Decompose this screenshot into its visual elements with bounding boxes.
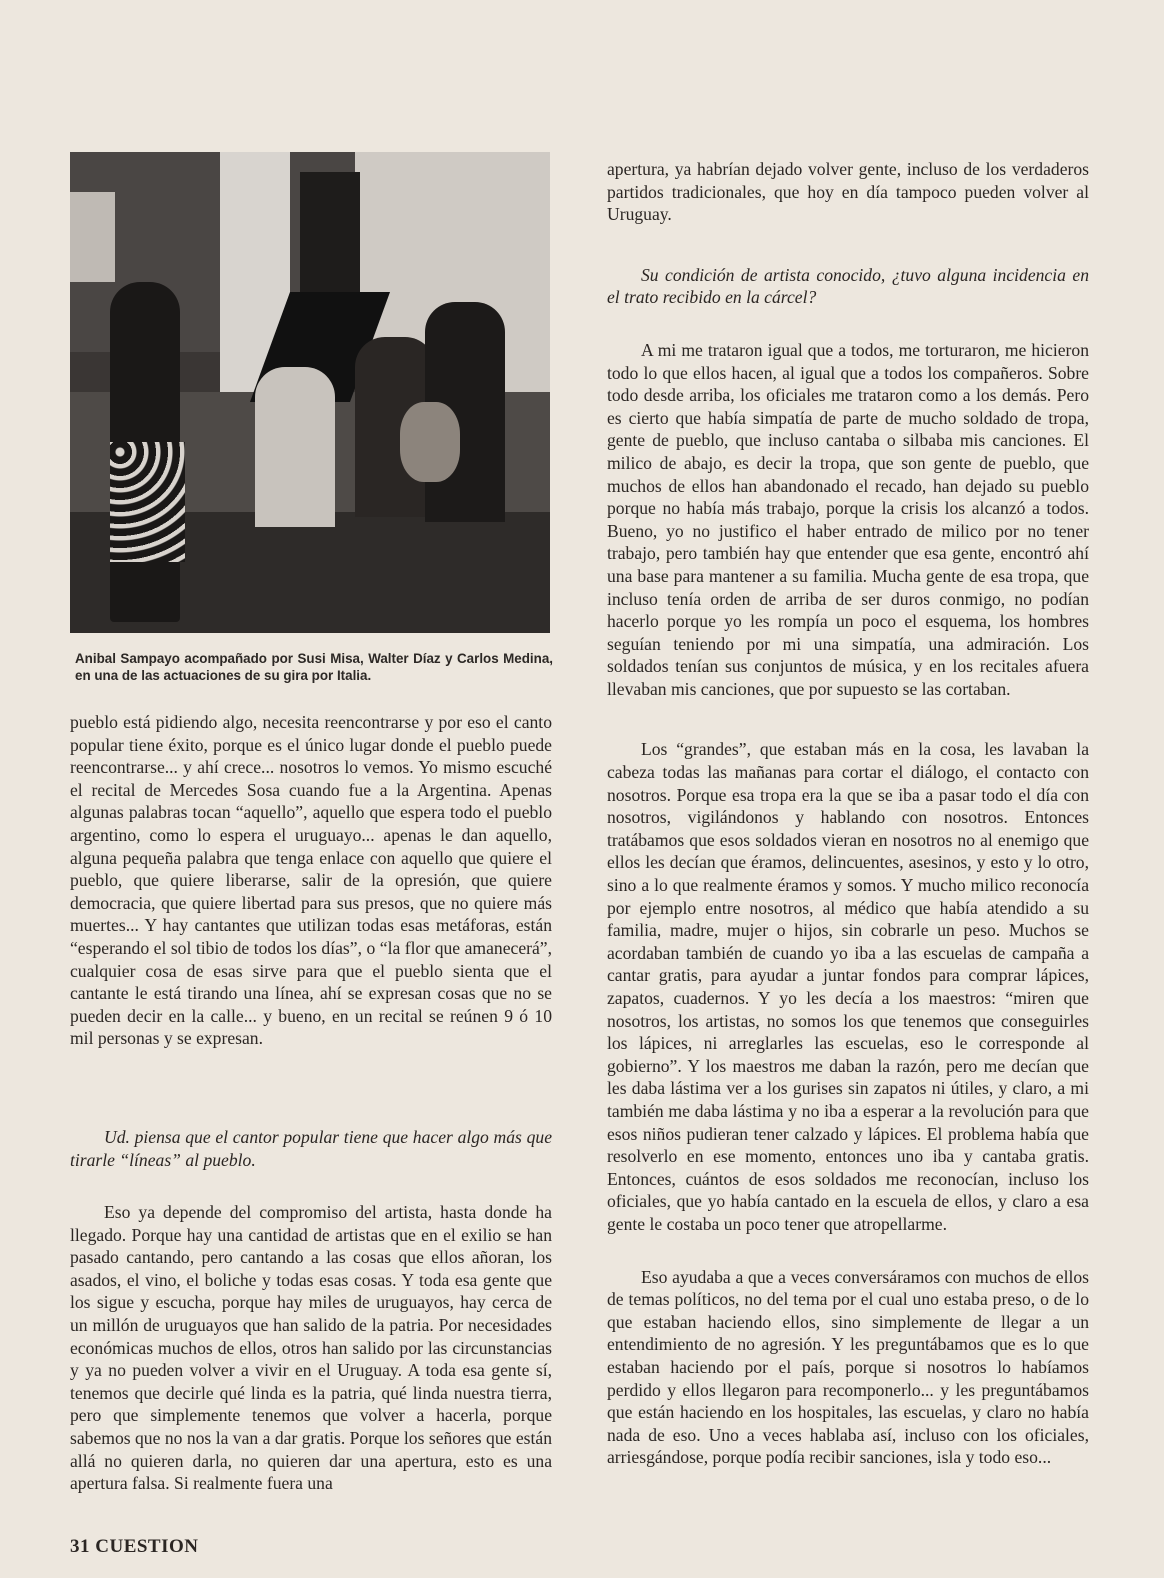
magazine-name: CUESTION (95, 1536, 199, 1557)
photo-caption: Anibal Sampayo acompañado por Susi Misa, Walter Díaz y Carlos Medina, en una de las actuaciones de su gira por Italia. (75, 651, 553, 683)
paragraph: Eso ya depende del compromiso del artista, hasta donde ha llegado. Porque hay una cantidad de artistas que en el exilio se han pasado cantando, pero cantando a las cosas que ellos añoran, los asados, el vino, el boliche y todas esas cosas. Y toda esa gente que los sigue y escucha, porque hay miles de uruguayos, hay cerca de un millón de uruguayos que han salido de la patria. Por necesidades económicas muchos de ellos, otros han salido por las circunstancias y ya no pueden volver a vivir en el Uruguay. A toda esa gente sí, tenemos que decirle qué linda es la patria, qué linda nuestra tierra, pero que simplemente tenemos que volver a hacerla, porque sabemos que no nos la van a dar gratis. Porque los señores que están allá no quieren darla, no quieren dar una apertura, esto es una apertura falsa. Si realmente fuera una (70, 1202, 552, 1494)
left-column (70, 711, 552, 1495)
page-number: 31 (70, 1536, 90, 1557)
paragraph: Eso ayudaba a que a veces conversáramos con muchos de ellos de temas políticos, no del tema por el cual uno estaba preso, o de lo que estaban haciendo ellos, sino simplemente de llegar a un entendimiento de no agresión. Y les preguntábamos que es lo que estaban haciendo por el país, porque si nosotros lo habíamos perdido y ellos llegaron para recomponerlo... y les preguntábamos que están haciendo en los hospitales, las escuelas, y claro no había nada de eso. Uno a veces hablaba así, incluso con los oficiales, arriesgándose, porque podía recibir sanciones, isla y todo eso... (607, 1266, 1089, 1468)
paragraph: apertura, ya habrían dejado volver gente, incluso de los verdaderos partidos tradicionales, que hoy en día tampoco pueden volver al Uruguay. (607, 159, 1089, 225)
paragraph: A mi me trataron igual que a todos, me torturaron, me hicieron todo lo que ellos hacen, al igual que a todos los compañeros. Sobre todo desde arriba, los oficiales me trataron como a los demás. Pero es cierto que había simpatía de parte de mucho soldado de tropa, gente de pueblo, que incluso cantaba o silbaba mis canciones. El milico de abajo, es decir la tropa, que son gente de pueblo, que muchos de ellos han abandonado el recado, han dejado su pueblo porque no había más trabajo, porque la crisis los alcanzó a todos. Bueno, yo no justifico el haber entrado de milico por no tener trabajo, pero también hay que entender que esa gente, encontró ahí una base para mantener a su familia. Mucha gente de esa tropa, que incluso tenía orden de arriba de ser duros conmigo, no podían hacerlo porque yo les rompía un poco el esquema, los hombres seguían teniendo por mi una simpatía, una admiración. Los soldados tenían sus conjuntos de música, y en los recitales afuera llevaban mis canciones, que por supuesto se las cortaban. (607, 339, 1089, 699)
paragraph: Los “grandes”, que estaban más en la cosa, les lavaban la cabeza todas las mañanas para cortar el diálogo, el contacto con nosotros. Porque esa tropa era la que se iba a pasar todo el día con nosotros, vigilándonos y hablando con nosotros. Entonces tratábamos que esos soldados vieran en nosotros no al enemigo que ellos les decían que éramos, delincuentes, asesinos, y esto y lo otro, sino a lo que realmente éramos y somos. Y mucho milico reconocía por ejemplo entre nosotros, al médico que había atendido a su familia, madre, mujer o hijos, sin cobrarle un peso. Muchos se acordaban también de cuando yo iba a las escuelas de campaña a cantar gratis, para ayudar a juntar fondos para comprar lápices, zapatos, cuadernos. Y yo les decía a los maestros: “miren que nosotros, los artistas, no somos los que tenemos que conseguirles los lápices, ni arreglarles las escuelas, eso le corresponde al gobierno”. Y los maestros me daban la razón, pero me decían que les daba lástima ver a los gurises sin zapatos ni útiles, y claro, a mi también me daba lástima y no iba a esperar a la revolución para que esos niños pudieran tener calzado y lápices. El problema había que resolverlo en ese momento, entonces uno iba y cantaba gratis. Entonces, cuántos de esos soldados me reconocían, incluso los oficiales, que yo había cantado en la escuela de ellos, y claro a esa gente le costaba un poco tener que atropellarme. (607, 739, 1089, 1234)
page-footer (70, 1536, 199, 1558)
right-column (607, 158, 1089, 1469)
paragraph: pueblo está pidiendo algo, necesita reencontrarse y por eso el canto popular tiene éxito, porque es el único lugar donde el pueblo puede reencontrarse... y ahí crece... nosotros lo vemos. Yo mismo escuché el recital de Mercedes Sosa cuando fue a la Argentina. Apenas algunas palabras tocan “aquello”, aquello que espera todo el pueblo argentino, como lo espera el uruguayo... apenas le dan aquello, alguna pequeña palabra que tenga enlace con aquello que quiere el pueblo, que quiere liberarse, salir de la opresión, que quiere democracia, que quiere libertad para sus presos, que no quiere más muertes... Y hay cantantes que utilizan todas esas metáforas, están “esperando el sol tibio de todos los días”, o “la flor que amanecerá”, cualquier cosa de esas sirve para que el pueblo sienta que el cantante le está tirando una línea, ahí se expresan cosas que no se pueden decir en la calle... y bueno, en un recital se reúnen 9 ó 10 mil personas y se expresan. (70, 712, 552, 1049)
interview-question: Su condición de artista conocido, ¿tuvo alguna incidencia en el trato recibido en la cárcel? (607, 264, 1089, 308)
interview-question: Ud. piensa que el cantor popular tiene que hacer algo más que tirarle “líneas” al pueblo. (70, 1126, 552, 1170)
concert-photo (70, 152, 550, 633)
